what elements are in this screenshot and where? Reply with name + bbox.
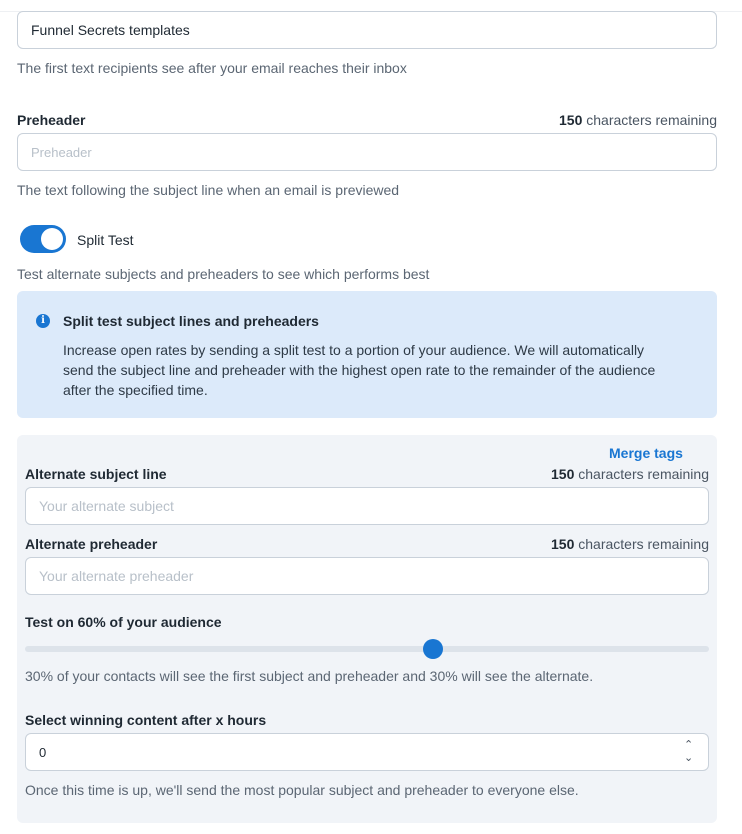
info-callout [17,291,717,418]
chevron-down-icon[interactable]: ⌄ [684,752,694,764]
chevron-up-icon[interactable]: ⌃ [684,739,694,751]
winning-hours-input[interactable]: 0 [25,733,709,771]
split-test-toggle[interactable] [20,225,66,253]
info-body: Increase open rates by sending a split test to a portion of your audience. We will automatically send the subject line and preheader with the highest open rate to the remainder of the audience after the specified time. [63,342,656,398]
alt-preheader-remaining [551,536,709,552]
alt-preheader-remaining-count: 150 [551,536,575,552]
alt-subject-remaining-count: 150 [551,466,575,482]
preheader-help: The text following the subject line when an email is previewed [17,182,400,198]
alt-subject-remaining-text: characters remaining [574,466,709,482]
alt-preheader-input[interactable]: Your alternate preheader [25,557,709,595]
alt-subject-remaining [551,466,709,482]
preheader-remaining-text: characters remaining [582,112,717,128]
test-audience-help: 30% of your contacts will see the first subject and preheader and 30% will see the alternate. [25,668,594,684]
preheader-remaining-count: 150 [559,112,583,128]
winning-label: Select winning content after x hours [25,712,267,728]
subject-input[interactable]: Funnel Secrets templates [17,11,717,49]
preheader-label: Preheader [17,112,86,128]
test-audience-label: Test on 60% of your audience [25,614,222,630]
alt-preheader-remaining-text: characters remaining [574,536,709,552]
alt-subject-label: Alternate subject line [25,466,167,482]
info-icon: i [36,314,50,328]
info-title: Split test subject lines and preheaders [63,313,319,329]
alt-subject-input[interactable]: Your alternate subject [25,487,709,525]
audience-slider-thumb[interactable] [423,639,443,659]
audience-slider-track[interactable] [25,646,709,652]
winning-help: Once this time is up, we'll send the most popular subject and preheader to everyone else. [25,782,579,798]
toggle-knob [41,228,63,250]
preheader-remaining [559,112,717,128]
alt-preheader-label: Alternate preheader [25,536,158,552]
split-test-label: Split Test [77,232,134,248]
merge-tags-link[interactable]: Merge tags [609,445,683,461]
split-test-help: Test alternate subjects and preheaders to see which performs best [17,266,430,282]
subject-help: The first text recipients see after your email reaches their inbox [17,60,407,76]
hours-stepper[interactable] [680,738,700,766]
preheader-input[interactable]: Preheader [17,133,717,171]
